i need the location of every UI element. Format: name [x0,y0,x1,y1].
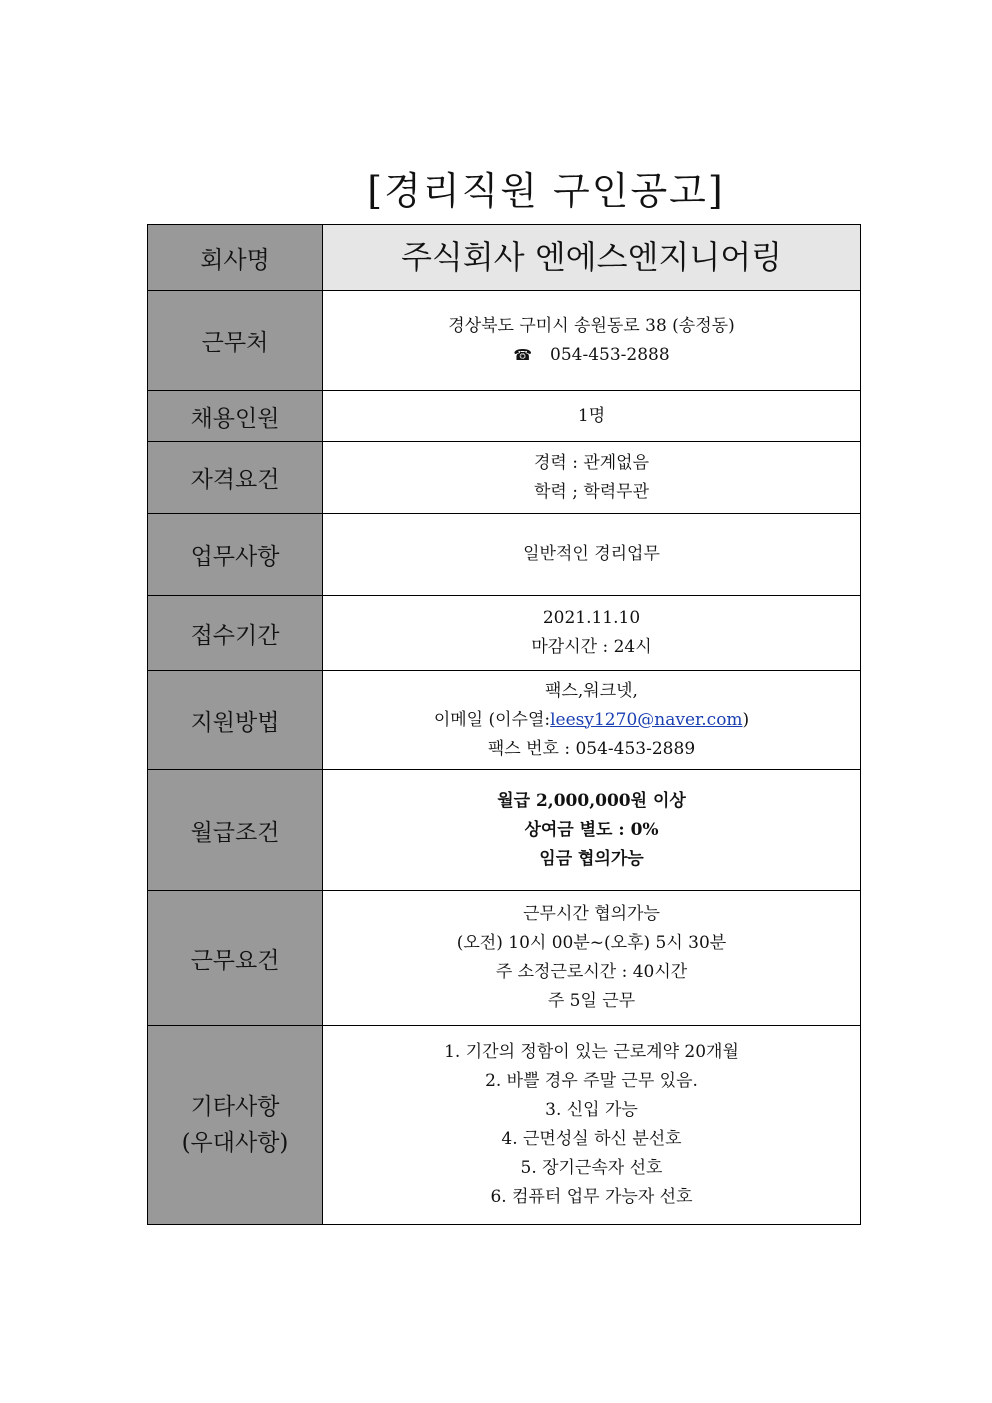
qualification-line: 학력 ; 학력무관 [533,481,650,502]
salary-line: 상여금 별도 : 0% [524,819,659,840]
row-duties [148,514,861,596]
row-salary [148,770,861,891]
etc-line: 1. 기간의 정함이 있는 근로계약 20개월 [444,1042,739,1062]
job-posting-table [147,224,861,1225]
label-workplace: 근무처 [148,291,323,391]
etc-line: 6. 컴퓨터 업무 가능자 선호 [490,1187,693,1207]
salary-line: 임금 협의가능 [539,848,644,869]
period-line: 마감시간 : 24시 [531,637,652,657]
value-headcount: 1명 [323,391,861,442]
label-company: 회사명 [148,225,323,291]
label-salary: 월급조건 [148,770,323,891]
qualification-line: 경력 : 관계없음 [533,452,650,473]
value-duties: 일반적인 경리업무 [323,514,861,596]
row-apply [148,671,861,770]
etc-line: 2. 바쁠 경우 주말 근무 있음. [485,1071,698,1091]
etc-label-line: (우대사항) [181,1130,289,1156]
row-workplace [148,291,861,391]
value-workplace [323,291,861,391]
conditions-line: 주 소정근로시간 : 40시간 [495,962,688,982]
value-apply [323,671,861,770]
label-headcount: 채용인원 [148,391,323,442]
label-qualification: 자격요건 [148,442,323,514]
label-period: 접수기간 [148,596,323,671]
label-conditions: 근무요건 [148,891,323,1026]
conditions-line: (오전) 10시 00분~(오후) 5시 30분 [456,933,727,953]
salary-line: 월급 2,000,000원 이상 [497,790,686,811]
label-etc [148,1026,323,1225]
row-company [148,225,861,291]
page-title: [경리직원 구인공고] [367,169,725,213]
row-etc [148,1026,861,1225]
etc-line: 3. 신입 가능 [545,1100,638,1120]
apply-fax: 팩스 번호 : 054-453-2889 [487,738,696,759]
etc-line: 4. 근면성실 하신 분선호 [501,1129,682,1149]
label-apply: 지원방법 [148,671,323,770]
workplace-address: 경상북도 구미시 송원동로 38 (송정동) [448,315,735,336]
conditions-line: 근무시간 협의가능 [523,904,660,924]
row-qualification [148,442,861,514]
workplace-phone-line [323,341,860,370]
etc-line: 5. 장기근속자 선호 [520,1158,663,1178]
value-qualification [323,442,861,514]
row-conditions [148,891,861,1026]
value-salary [323,770,861,891]
value-period [323,596,861,671]
row-period [148,596,861,671]
row-headcount [148,391,861,442]
label-duties: 업무사항 [148,514,323,596]
email-link[interactable]: leesy1270@naver.com [550,709,743,730]
apply-methods: 팩스,워크넷, [545,680,638,701]
telephone-icon: ☎ [513,345,533,364]
workplace-phone: 054-453-2888 [550,344,670,365]
conditions-line: 주 5일 근무 [547,991,636,1011]
value-etc [323,1026,861,1225]
period-line: 2021.11.10 [542,608,641,628]
value-conditions [323,891,861,1026]
value-company: 주식회사 엔에스엔지니어링 [323,225,861,291]
apply-email-prefix: 이메일 (이수열: [433,709,551,730]
etc-label-line: 기타사항 [190,1094,280,1120]
apply-email-line [323,706,860,735]
apply-email-suffix: ) [742,709,750,730]
